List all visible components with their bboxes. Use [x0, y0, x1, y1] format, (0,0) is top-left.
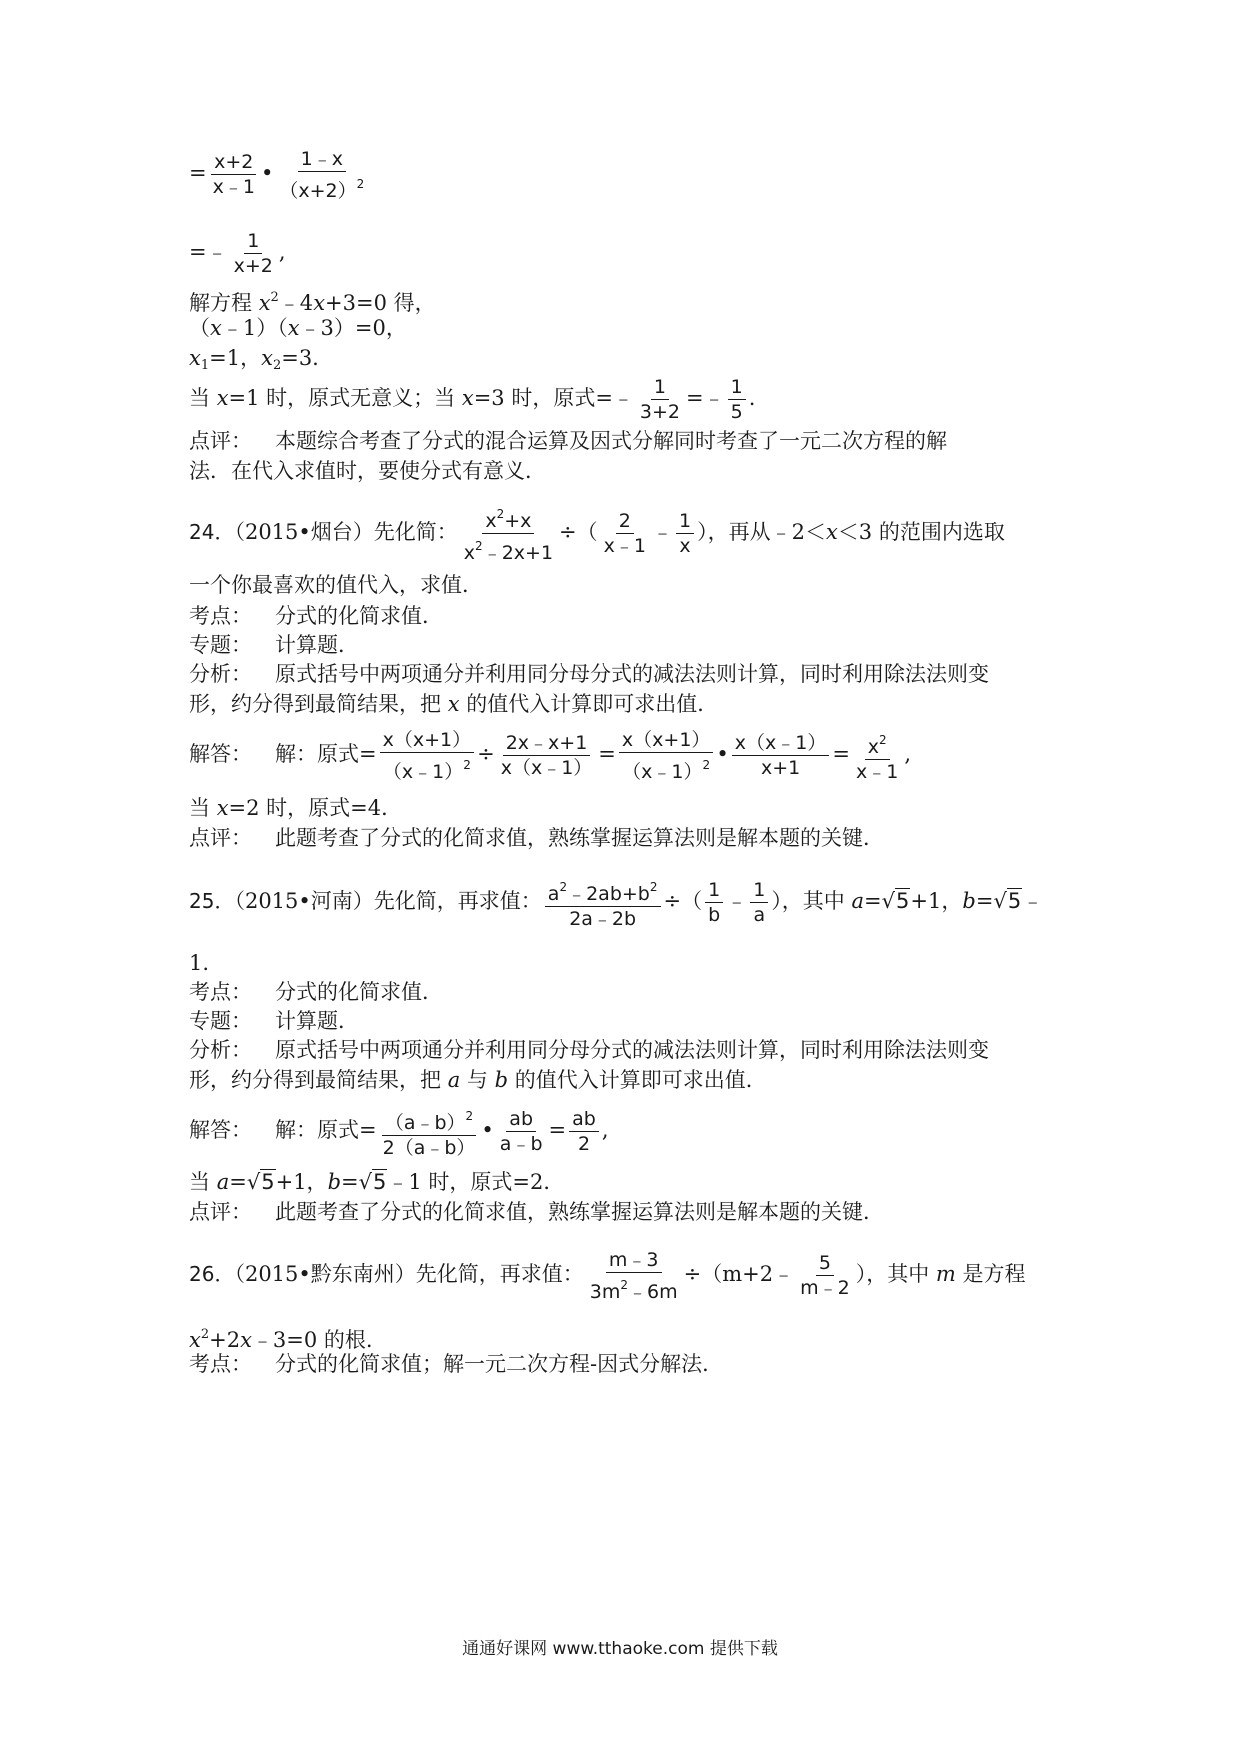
fraction [750, 878, 768, 927]
radicand: 5 [1007, 889, 1022, 913]
text: ﹣4 [278, 291, 314, 315]
variable: x [447, 692, 460, 716]
denominator: x [679, 535, 691, 557]
subscript: 2 [272, 358, 282, 373]
variable: a [216, 1170, 230, 1194]
text: = [341, 1170, 359, 1194]
variable: x [216, 796, 229, 820]
radical-sign: √ [358, 1170, 373, 1194]
q25-jieda [189, 1102, 609, 1160]
text: 此题考查了分式的化简求值，熟练掌握运算法则是解本题的关键． [275, 1200, 884, 1224]
denominator: 2 [577, 1133, 591, 1155]
text: ），再从﹣2＜ [697, 520, 826, 544]
q25-kaodian [189, 977, 443, 1007]
radical-sign: √ [881, 889, 896, 913]
text: ﹣2ab+b [567, 882, 650, 905]
text: = [832, 742, 850, 766]
numerator [482, 502, 534, 534]
text: 计算题． [275, 633, 359, 657]
text: ﹣6m [628, 1280, 678, 1303]
text: 3m [589, 1280, 621, 1303]
denominator: 3+2 [639, 401, 681, 423]
label: 分析： [189, 662, 252, 686]
question-number: 26． [189, 1262, 235, 1286]
q26-kaodian [189, 1349, 723, 1379]
exponent: 2 [649, 879, 658, 894]
fraction [380, 1104, 479, 1160]
question-source: （2015•烟台）先化简： [234, 520, 458, 544]
fraction [676, 509, 694, 558]
text: 的值代入计算即可求出值． [459, 692, 719, 716]
text: ﹣ [1022, 889, 1044, 913]
numerator: 1 [651, 375, 669, 400]
denominator [461, 534, 556, 565]
text: a [547, 882, 560, 905]
text: ﹣3）=0， [299, 316, 407, 340]
numerator: x（x+1） [380, 728, 475, 753]
factor-line [189, 313, 407, 343]
fraction [797, 1251, 853, 1300]
numerator: ab [506, 1107, 536, 1132]
equals-sign: = [189, 161, 207, 185]
text: ÷（ [559, 520, 598, 544]
text: x [867, 735, 879, 758]
variable: x [210, 316, 222, 340]
comment-line-1 [189, 426, 947, 456]
variable: b [494, 1068, 509, 1092]
q24-fenxi-1 [189, 659, 989, 689]
fraction [231, 229, 276, 278]
equals-minus: =﹣ [189, 240, 228, 264]
exponent: 2 [270, 290, 279, 305]
comment-label: 点评： [189, 429, 252, 453]
text: = [864, 889, 882, 913]
variable: m [935, 1262, 956, 1286]
exponent: 2 [559, 879, 568, 894]
variable: x [461, 386, 474, 410]
numerator [545, 875, 661, 907]
label: 专题： [189, 1009, 252, 1033]
q25-zhuanti [189, 1006, 359, 1036]
variable: x [189, 346, 201, 370]
q24-kaodian [189, 601, 443, 631]
text: ÷（ [663, 889, 703, 913]
label: 分析： [189, 1038, 252, 1062]
exponent: 2 [496, 507, 505, 521]
exponent: 2 [702, 757, 711, 772]
label: 解答： [189, 742, 252, 766]
text: , [601, 1118, 609, 1142]
text: = [975, 889, 994, 913]
denominator [619, 753, 713, 784]
fraction [545, 875, 661, 931]
q25-statement [189, 872, 1043, 931]
text: 形，约分得到最简结果，把 [189, 692, 448, 716]
denominator: b [708, 904, 721, 926]
numerator: 1 [728, 375, 746, 400]
fraction [705, 878, 723, 927]
text: 当 [189, 796, 217, 820]
q25-fenxi-1 [189, 1035, 989, 1065]
text: 一个你最喜欢的值代入，求值． [189, 573, 483, 597]
label: 解答： [189, 1118, 252, 1142]
fraction [276, 147, 367, 203]
text: 当 [189, 1170, 217, 1194]
text: 原式括号中两项通分并利用同分母分式的减法法则计算，同时利用除法法则变 [275, 1038, 989, 1062]
text: ＜3 的范围内选取 [837, 520, 1005, 544]
text: （ [189, 316, 210, 340]
q24-zhuanti [189, 630, 359, 660]
text: 的值代入计算即可求出值． [508, 1068, 767, 1092]
text: ÷（m+2﹣ [683, 1262, 795, 1286]
square-root [993, 888, 1022, 913]
text: +2 [209, 1328, 241, 1352]
numerator: x+2 [211, 150, 256, 175]
denominator [276, 172, 367, 203]
text: ），其中 [855, 1262, 936, 1286]
text: 分式的化简求值． [275, 980, 443, 1004]
text: , [904, 742, 912, 766]
text: ﹣2x+1 [482, 542, 554, 564]
exponent: 2 [200, 1327, 210, 1342]
text: 分式的化简求值；解一元二次方程-因式分解法． [275, 1352, 724, 1376]
text: =﹣ [686, 386, 725, 410]
variable: b [327, 1170, 342, 1194]
comment-text: 本题综合考查了分式的混合运算及因式分解同时考查了一元二次方程的解 [275, 429, 947, 453]
text: 当 [189, 386, 217, 410]
question-source: （2015•黔东南州）先化简，再求值： [234, 1262, 584, 1286]
denominator: 5 [730, 401, 743, 423]
q25-when [189, 1167, 564, 1197]
text: 解：原式= [275, 1118, 377, 1142]
radicand: 5 [373, 1170, 387, 1194]
text: 分式的化简求值． [275, 604, 443, 628]
fraction [497, 1107, 546, 1156]
text: ），其中 [771, 889, 852, 913]
text: 1. [189, 951, 210, 975]
fraction [637, 375, 683, 424]
numerator: x（x﹣1） [732, 731, 830, 756]
text: ﹣ [726, 889, 748, 913]
q24-when [189, 793, 402, 823]
label: 考点： [189, 604, 252, 628]
variable: x [261, 346, 273, 370]
fraction [728, 375, 746, 424]
comma: , [278, 240, 286, 264]
step1-line [189, 146, 370, 203]
fraction [380, 728, 475, 784]
label: 专题： [189, 633, 252, 657]
numerator: 2x﹣x+1 [503, 731, 591, 756]
numerator: x（x+1） [619, 728, 714, 753]
denominator: x（x﹣1） [500, 757, 593, 779]
fraction [601, 509, 649, 558]
radicand: 5 [896, 889, 910, 913]
text: +3=0 得， [325, 291, 436, 315]
text: （x﹣1） [622, 760, 703, 783]
q24-statement-line2 [189, 570, 483, 600]
text: ﹣1 时，原式=2． [387, 1170, 565, 1194]
question-number: 25． [189, 889, 235, 913]
square-root [359, 1169, 388, 1194]
q24-jieda [189, 726, 911, 784]
denominator: x+1 [760, 757, 801, 779]
text: ﹣3=0 的根. [251, 1328, 373, 1352]
text: x [485, 510, 497, 532]
denominator [587, 1273, 681, 1304]
variable: x [216, 386, 229, 410]
q25-fenxi-2 [189, 1065, 767, 1095]
label: 点评： [189, 1200, 252, 1224]
fraction [461, 502, 556, 565]
q26-statement [189, 1245, 1026, 1304]
comment-text: 法．在代入求值时，要使分式有意义． [189, 459, 546, 483]
denominator: m﹣2 [800, 1277, 850, 1299]
square-root [247, 1169, 276, 1194]
fraction [619, 728, 714, 784]
text: （x﹣1） [382, 760, 464, 783]
text: ﹣ [651, 520, 673, 544]
text: • [716, 742, 729, 766]
multiply-dot: • [260, 161, 274, 185]
substitution-line [189, 372, 755, 424]
question-source: （2015•河南）先化简，再求值： [234, 889, 542, 913]
denominator: x+2 [233, 255, 273, 277]
numerator: 2 [616, 509, 634, 534]
exponent: 2 [475, 539, 483, 553]
numerator [865, 728, 890, 760]
numerator: 1﹣x [298, 147, 346, 172]
text: = [598, 742, 616, 766]
denominator: x﹣1 [603, 535, 646, 557]
text: • [481, 1118, 494, 1142]
radical-sign: √ [246, 1170, 261, 1194]
q25-dianping [189, 1197, 884, 1227]
fraction [210, 150, 258, 199]
denominator: 2（a﹣b） [382, 1136, 476, 1159]
denominator: x﹣1 [855, 760, 899, 783]
text: =2 时，原式=4． [228, 796, 403, 820]
numerator: 1 [750, 878, 768, 903]
text: = [548, 1118, 567, 1142]
text: +1， [275, 1170, 328, 1194]
fraction [498, 731, 596, 780]
variable: x [189, 1328, 201, 1352]
numerator: m﹣3 [606, 1248, 662, 1273]
text: ÷ [477, 742, 495, 766]
text: ﹣1）（ [221, 316, 288, 340]
variable: x [287, 316, 300, 340]
text: 形，约分得到最简结果，把 [189, 1068, 448, 1092]
subscript: 1 [200, 358, 210, 373]
denominator: a﹣b [499, 1133, 543, 1155]
q25-statement-line2 [189, 948, 209, 978]
text: +1， [910, 889, 963, 913]
text: =1， [209, 346, 262, 370]
denominator: x﹣1 [212, 176, 255, 198]
text: 计算题． [275, 1009, 359, 1033]
label: 考点： [189, 1352, 252, 1376]
numerator: 1 [676, 509, 694, 534]
text: 是方程 [955, 1262, 1026, 1286]
variable: x [313, 291, 326, 315]
text: 解方程 [189, 291, 259, 315]
q24-dianping [189, 823, 884, 853]
exponent: 2 [463, 757, 471, 772]
fraction [569, 1107, 599, 1156]
variable: a [851, 889, 865, 913]
question-number: 24． [189, 520, 235, 544]
variable: x [825, 520, 838, 544]
denominator-base: （x+2） [279, 179, 357, 202]
exponent: 2 [878, 732, 887, 747]
page-footer: 通通好课网 www.tthaoke.com 提供下载 [462, 1639, 778, 1659]
text: . [748, 386, 756, 410]
text: =3. [281, 346, 319, 370]
variable: x [258, 291, 271, 315]
square-root [882, 888, 911, 913]
fraction [587, 1248, 681, 1304]
denominator: 2a﹣2b [569, 907, 637, 930]
label: 点评： [189, 826, 252, 850]
fraction [853, 728, 901, 784]
text: 与 [460, 1068, 495, 1092]
radical-sign: √ [993, 889, 1007, 913]
variable: b [962, 889, 976, 913]
q24-fenxi-2 [189, 689, 718, 719]
text: +x [504, 510, 532, 532]
numerator: ab [569, 1107, 599, 1132]
text: =3 时，原式=﹣ [473, 386, 634, 410]
comment-line-2 [189, 456, 546, 486]
label: 考点： [189, 980, 252, 1004]
text: 原式括号中两项通分并利用同分母分式的减法法则计算，同时利用除法法则变 [275, 662, 989, 686]
exponent: 2 [465, 1108, 474, 1123]
text: = [229, 1170, 247, 1194]
denominator: a [753, 904, 766, 926]
numerator: 1 [244, 229, 262, 254]
text: （a﹣b） [384, 1111, 466, 1134]
q24-statement [189, 502, 1005, 565]
numerator: 5 [816, 1251, 834, 1276]
numerator [382, 1104, 476, 1136]
numerator: 1 [705, 878, 723, 903]
variable: a [447, 1068, 461, 1092]
exponent: 2 [620, 1277, 629, 1292]
text: =1 时，原式无意义；当 [228, 386, 462, 410]
text: 此题考查了分式的化简求值，熟练掌握运算法则是解本题的关键． [275, 826, 884, 850]
denominator [380, 753, 474, 784]
step2-line [189, 226, 286, 278]
text: 解：原式= [275, 742, 377, 766]
exponent: 2 [356, 176, 365, 191]
text: x [463, 542, 476, 564]
fraction [732, 731, 830, 780]
variable: x [240, 1328, 252, 1352]
radicand: 5 [261, 1170, 275, 1194]
